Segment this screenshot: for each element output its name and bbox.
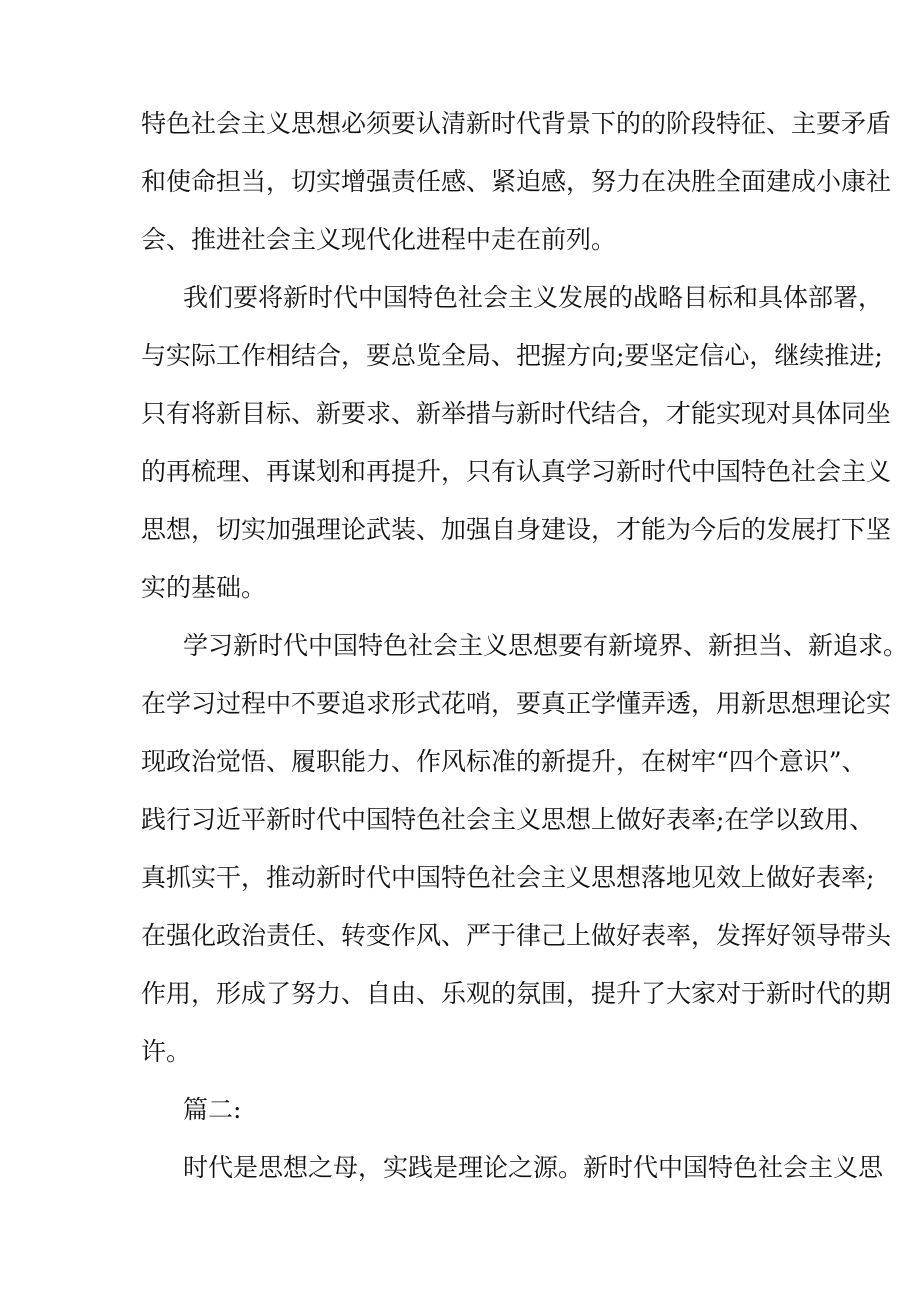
text-line: 特色社会主义思想必须要认清新时代背景下的的阶段特征、主要矛盾 [141,109,892,138]
text-line: 时代是思想之母，实践是理论之源。新时代中国特色社会主义思 [183,1153,884,1182]
text-line: 的再梳理、再谋划和再提升，只有认真学习新时代中国特色社会主义 [141,457,892,486]
text-line: 实的基础。 [141,573,267,602]
text-line: 作用，形成了努力、自由、乐观的氛围，提升了大家对于新时代的期 [141,979,892,1008]
text-line: 与实际工作相结合，要总览全局、把握方向;要坚定信心，继续推进; [141,341,883,370]
text-line: 在强化政治责任、转变作风、严于律己上做好表率，发挥好领导带头 [141,921,892,950]
text-line: 和使命担当，切实增强责任感、紧迫感，努力在决胜全面建成小康社 [141,167,892,196]
text-line: 践行习近平新时代中国特色社会主义思想上做好表率;在学以致用、 [141,805,875,834]
section-heading: 篇二: [183,1095,242,1124]
text-line: 许。 [141,1037,192,1066]
text-line: 我们要将新时代中国特色社会主义发展的战略目标和具体部署， [183,283,884,312]
text-line: 真抓实干，推动新时代中国特色社会主义思想落地见效上做好表率; [141,863,875,892]
text-line: 学习新时代中国特色社会主义思想要有新境界、新担当、新追求。 [183,631,909,660]
text-line: 思想，切实加强理论武装、加强自身建设，才能为今后的发展打下坚 [141,515,892,544]
text-line: 会、推进社会主义现代化进程中走在前列。 [141,225,617,254]
text-line: 只有将新目标、新要求、新举措与新时代结合，才能实现对具体同坐 [141,399,892,428]
text-line: 在学习过程中不要追求形式花哨，要真正学懂弄透，用新思想理论实 [141,689,892,718]
text-line: 现政治觉悟、履职能力、作风标准的新提升，在树牢“四个意识”、 [141,747,867,776]
